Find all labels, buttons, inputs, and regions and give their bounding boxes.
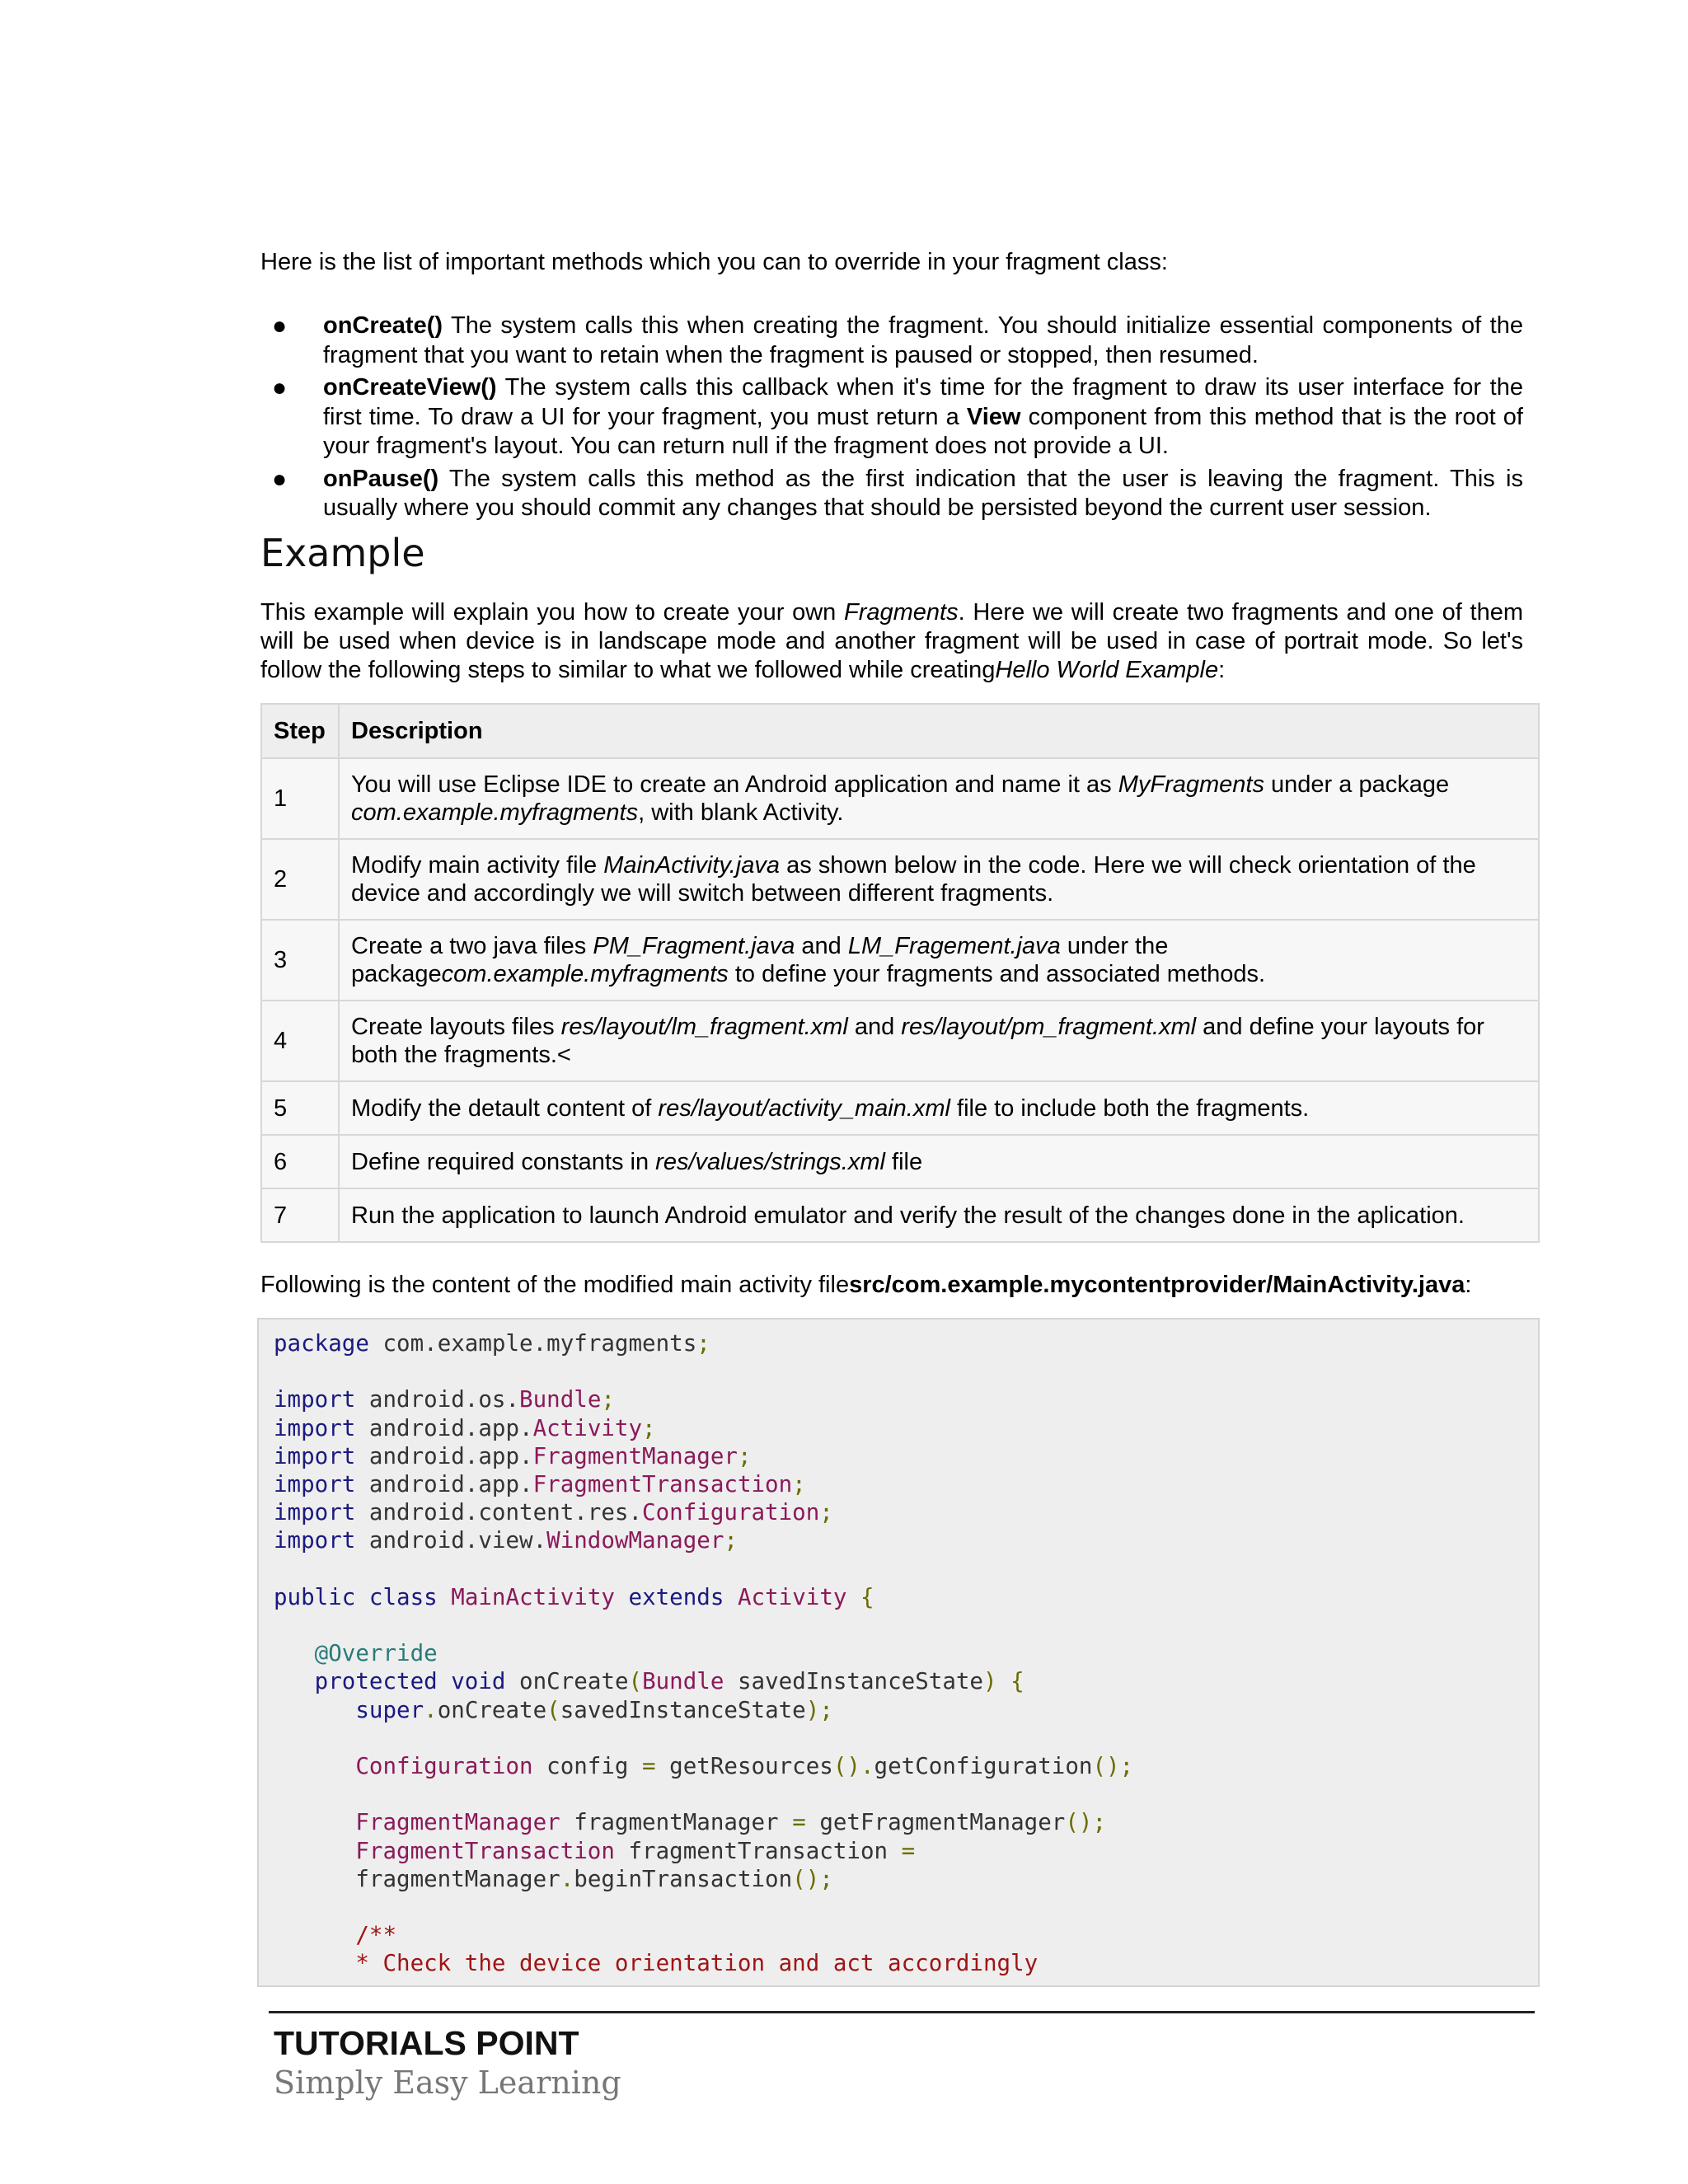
method-name: onCreateView() <box>323 374 497 401</box>
table-row <box>261 839 1539 920</box>
methods-list <box>260 312 1523 527</box>
column-header-description: Description <box>339 704 1539 758</box>
step-number: 5 <box>261 1081 339 1135</box>
step-description: Modify main activity file MainActivity.java as shown below in the code. Here we will check orientation of the device and accordingly we will switch between different fragments. <box>339 839 1539 920</box>
code-intro-text: Following is the content of the modified main activity filesrc/com.example.mycontentprovider/MainActivity.java: <box>260 1272 1472 1298</box>
table-row <box>261 1001 1539 1081</box>
step-number: 7 <box>261 1188 339 1242</box>
table-row <box>261 920 1539 1001</box>
list-item: ● onCreate() The system calls this when creating the fragment. You should initialize essential components of the fragment that you want to retain when the fragment is paused or stopped, then resumed. <box>272 312 1523 368</box>
step-description: Create layouts files res/layout/lm_fragment.xml and res/layout/pm_fragment.xml and define your layouts for both the fragments.< <box>339 1001 1539 1081</box>
table-row <box>261 1081 1539 1135</box>
step-description: Create a two java files PM_Fragment.java and LM_Fragement.java under the packagecom.example.myfragments to define your fragments and associated methods. <box>339 920 1539 1001</box>
code-block <box>257 1318 1540 1987</box>
step-number: 6 <box>261 1135 339 1188</box>
table-header-row <box>261 704 1539 758</box>
table-row <box>261 758 1539 839</box>
step-description: You will use Eclipse IDE to create an Android application and name it as MyFragments under a package com.example.myfragments, with blank Activity. <box>339 758 1539 839</box>
footer-brand: TUTORIALS POINT <box>274 2024 579 2062</box>
method-name: onPause() <box>323 465 439 492</box>
bullet-icon: ● <box>272 374 288 401</box>
section-heading: Example <box>260 531 425 575</box>
footer-divider <box>269 2011 1535 2013</box>
bullet-icon: ● <box>272 312 288 340</box>
table-row <box>261 1135 1539 1188</box>
footer-tagline: Simply Easy Learning <box>274 2064 621 2101</box>
step-description: Define required constants in res/values/strings.xml file <box>339 1135 1539 1188</box>
file-path: src/com.example.mycontentprovider/MainActivity.java <box>849 1272 1465 1298</box>
method-name: onCreate() <box>323 312 443 339</box>
step-number: 2 <box>261 839 339 920</box>
step-number: 1 <box>261 758 339 839</box>
code-listing: package com.example.myfragments; import android.os.Bundle; import android.app.Activity; import android.app.FragmentManager; import android.app.FragmentTransaction; import android.content.res.Configuration; import android.view.WindowManager; public class MainActivity extends Activity { @Override protected void onCreate(Bundle savedInstanceState) { super.onCreate(savedInstanceState); Configuration config = getResources().getConfiguration(); FragmentManager fragmentManager = getFragmentManager(); FragmentTransaction fragmentTransaction = fragmentManager.beginTransaction(); /** * Check the device orientation and act accordingly <box>274 1330 1134 1977</box>
bullet-icon: ● <box>272 465 288 493</box>
column-header-step: Step <box>261 704 339 758</box>
example-paragraph: This example will explain you how to create your own Fragments. Here we will create two fragments and one of them will be used when device is in landscape mode and another fragment will be used in case of portrait mode. So let's follow the following steps to similar to what we followed while creatingHello World Example: <box>260 599 1523 683</box>
step-description: Run the application to launch Android emulator and verify the result of the changes done in the aplication. <box>339 1188 1539 1242</box>
list-item: ● onCreateView() The system calls this callback when it's time for the fragment to draw its user interface for the first time. To draw a UI for your fragment, you must return a View component from this method that is the root of your fragment's layout. You can return null if the fragment does not provide a UI. <box>272 374 1523 459</box>
step-number: 3 <box>261 920 339 1001</box>
table-row <box>261 1188 1539 1242</box>
step-description: Modify the detault content of res/layout/activity_main.xml file to include both the fragments. <box>339 1081 1539 1135</box>
steps-table <box>260 703 1540 1243</box>
list-item: ● onPause() The system calls this method as the first indication that the user is leaving the fragment. This is usually where you should commit any changes that should be persisted beyond the current user session. <box>272 465 1523 521</box>
intro-text: Here is the list of important methods which you can to override in your fragment class: <box>260 249 1168 275</box>
step-number: 4 <box>261 1001 339 1081</box>
